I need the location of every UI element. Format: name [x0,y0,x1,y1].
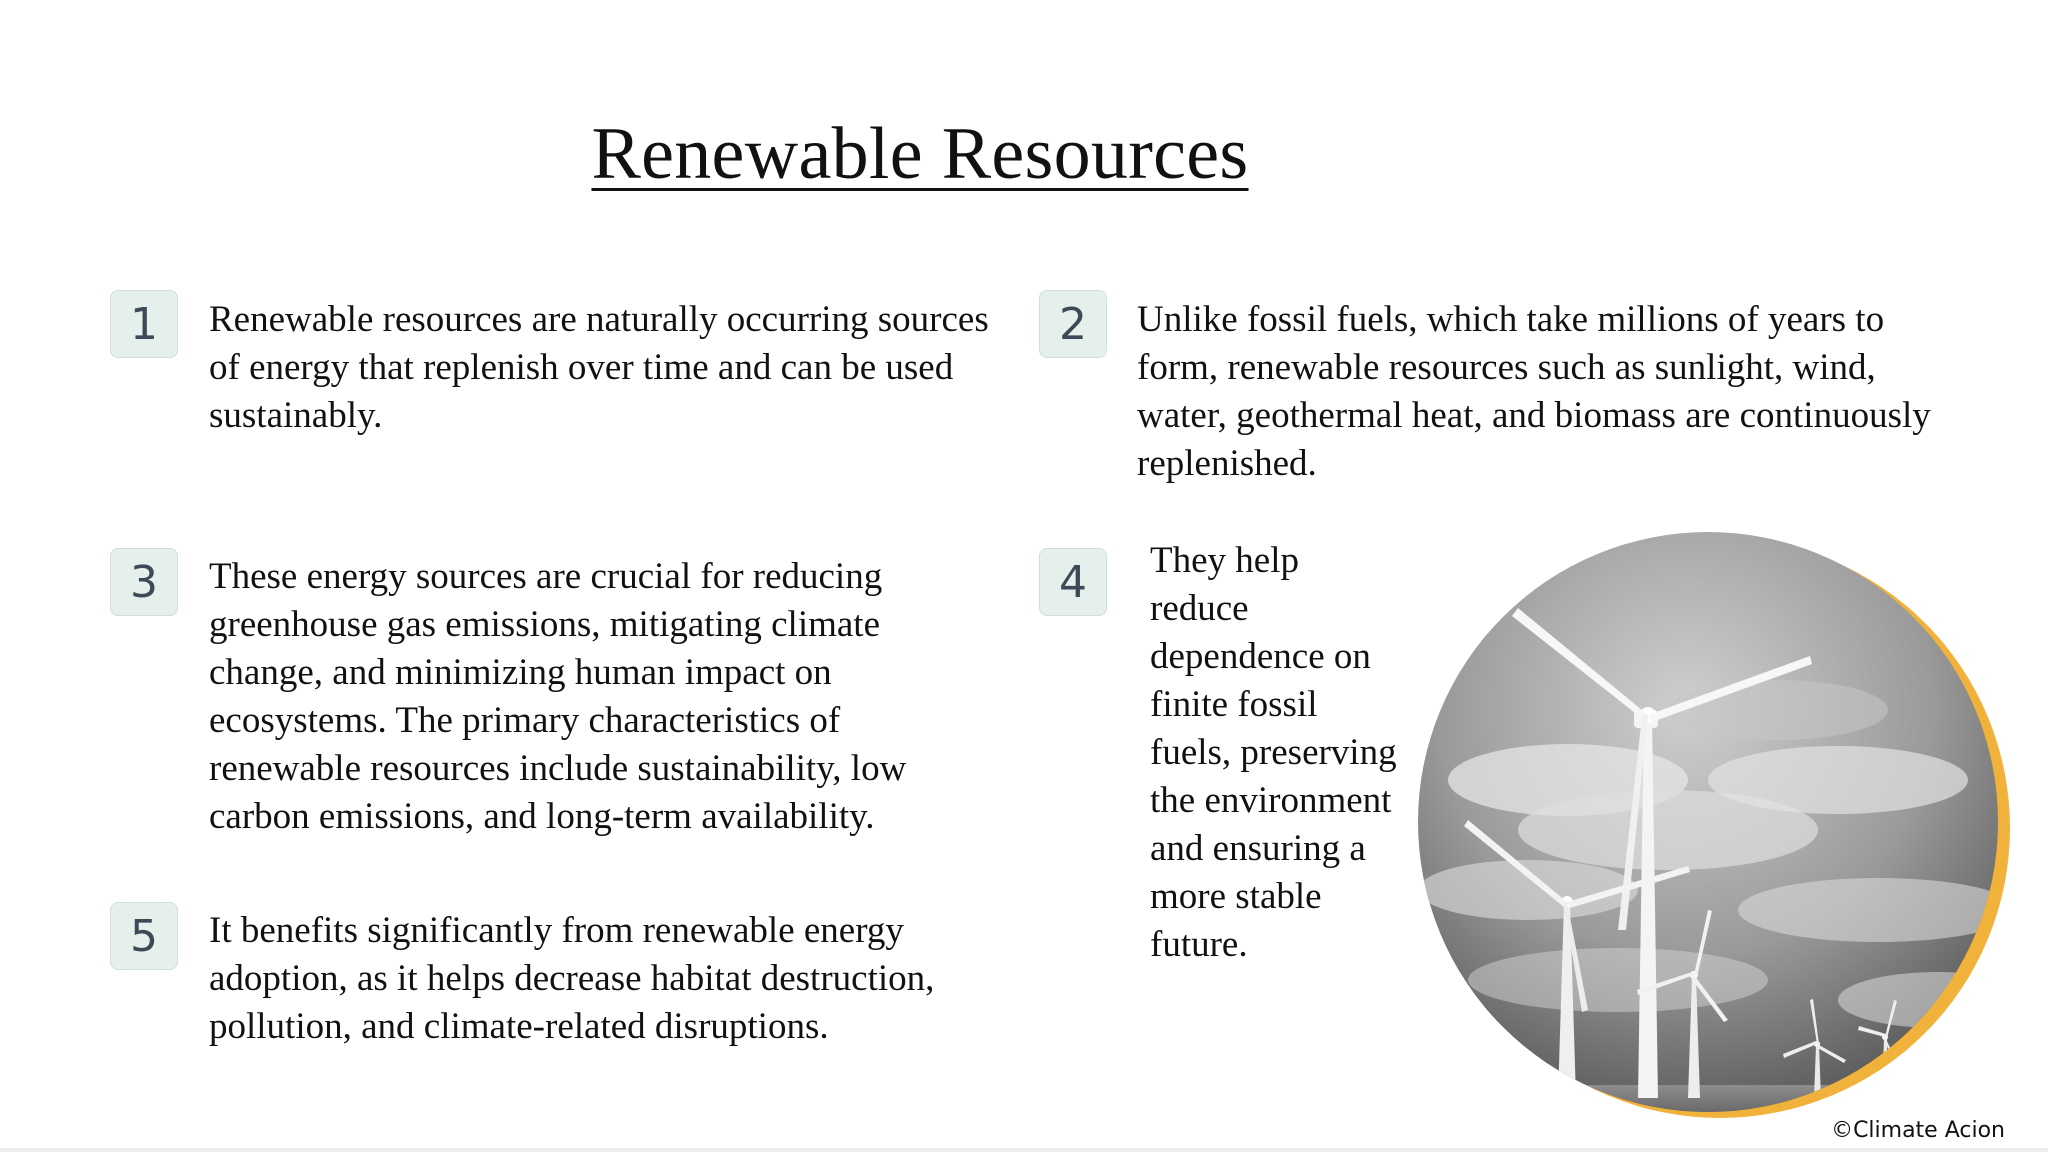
point-text: It benefits significantly from renewable energy adoption, as it helps decrease habitat destruction, pollution, and climate-related disruptions. [209,910,935,1047]
point-text: Unlike fossil fuels, which take millions of years to form, renewable resources such as sunlight, wind, water, geothermal heat, and biomass are continuously replenished. [1137,299,1931,484]
image-credit: ©Climate Acion [1831,1118,2005,1143]
bottom-divider [0,1148,2048,1152]
wind-turbines-image [1418,530,2014,1126]
point-number-badge: 1 [110,290,178,358]
point-text: These energy sources are crucial for reducing greenhouse gas emissions, mitigating climate change, and minimizing human impact on ecosystems. The primary characteristics of renewable resources include sustainability, low carbon emissions, and long-term availability. [209,556,907,837]
point-text: They help reduce dependence on finite fossil fuels, preserving the environment and ensuring a more stable future. [1150,540,1397,965]
point-number-badge: 3 [110,548,178,616]
point-number-badge: 4 [1039,548,1107,616]
point-number-badge: 2 [1039,290,1107,358]
point-text: Renewable resources are naturally occurring sources of energy that replenish over time and can be used sustainably. [209,299,989,436]
point-number-badge: 5 [110,902,178,970]
slide-title: Renewable Resources [591,113,1249,195]
